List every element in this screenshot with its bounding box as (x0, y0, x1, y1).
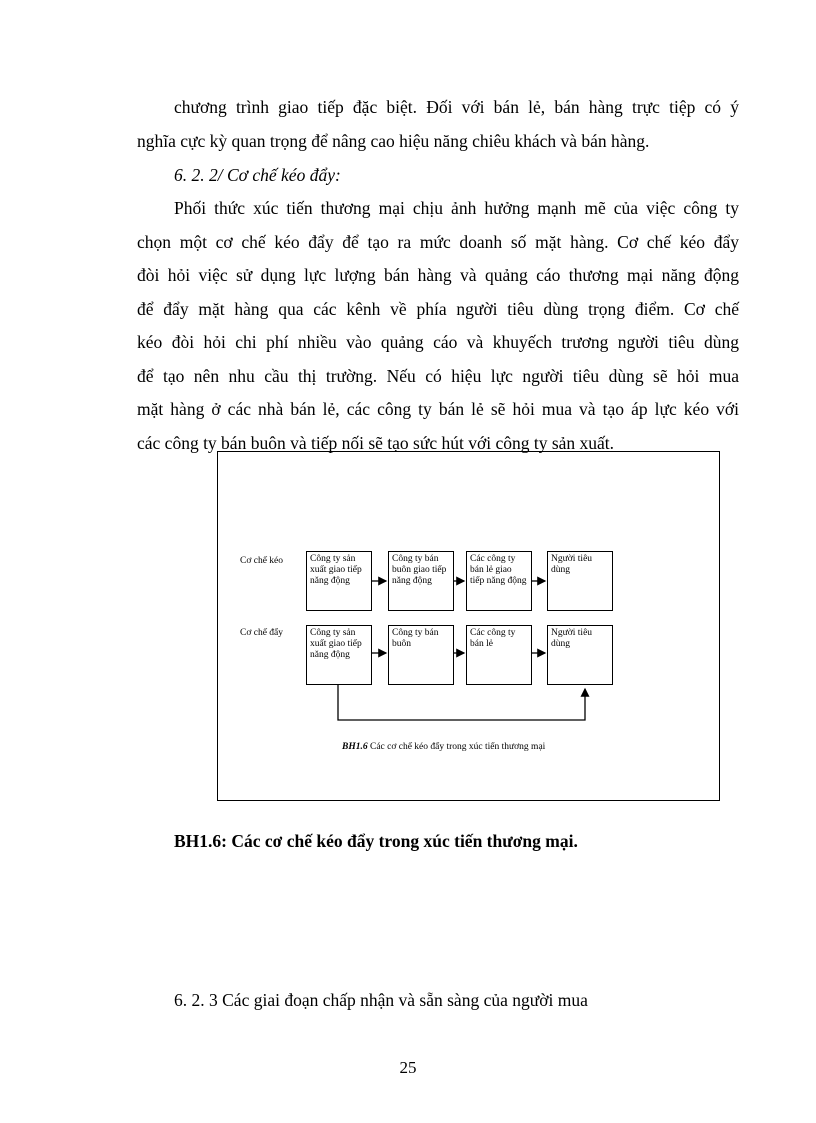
pull-box-retailer: Các công ty bán lẻ giao tiếp năng động (466, 551, 532, 611)
push-box-consumer: Người tiêu dùng (547, 625, 613, 685)
paragraph-2-line-6: để tạo nên nhu cầu thị trường. Nếu có hiệu lực người tiêu dùng sẽ hỏi mua (137, 366, 739, 386)
page-number: 25 (399, 1058, 417, 1077)
pull-row-label: Cơ chế kéo (240, 556, 284, 566)
paragraph-2-line-1: Phối thức xúc tiến thương mại chịu ảnh hưởng mạnh mẽ của việc công ty (174, 198, 739, 218)
diagram-inner-caption-text: Các cơ chế kéo đẩy trong xúc tiến thương mại (367, 742, 546, 752)
paragraph-1-line-1: chương trình giao tiếp đặc biệt. Đối với bán lẻ, bán hàng trực tiệp có ý (174, 97, 739, 117)
push-box-retailer: Các công ty bán lẻ (466, 625, 532, 685)
diagram-inner-caption-prefix: BH1.6 (342, 742, 368, 752)
paragraph-1-line-2: nghĩa cực kỳ quan trọng để nâng cao hiệu năng chiêu khách và bán hàng. (137, 131, 650, 151)
push-box-wholesaler: Công ty bán buôn (388, 625, 454, 685)
diagram-inner-caption (342, 742, 545, 752)
pull-box-manufacturer: Công ty sản xuất giao tiếp năng động (306, 551, 372, 611)
paragraph-2-line-2: chọn một cơ chế kéo đẩy để tạo ra mức doanh số mặt hàng. Cơ chế kéo đẩy (137, 232, 739, 252)
push-pull-diagram (217, 451, 720, 801)
paragraph-2-line-8: các công ty bán buôn và tiếp nối sẽ tạo sức hút với công ty sản xuất. (137, 433, 615, 453)
next-section-heading: 6. 2. 3 Các giai đoạn chấp nhận và sẵn sàng của người mua (174, 990, 588, 1010)
paragraph-2-line-7: mặt hàng ở các nhà bán lẻ, các công ty bán lẻ sẽ hỏi mua và tạo áp lực kéo với (137, 399, 739, 419)
figure-caption: BH1.6: Các cơ chế kéo đẩy trong xúc tiến thương mại. (174, 831, 578, 851)
paragraph-2-line-4: để đẩy mặt hàng qua các kênh về phía người tiêu dùng trọng điểm. Cơ chế (137, 299, 739, 319)
paragraph-2-line-3: đòi hỏi việc sử dụng lực lượng bán hàng và quảng cáo thương mại năng động (137, 265, 739, 285)
pull-box-consumer: Người tiêu dùng (547, 551, 613, 611)
push-row-label: Cơ chế đẩy (240, 628, 284, 638)
paragraph-2-line-5: kéo đòi hỏi chi phí nhiều vào quảng cáo và khuyếch trương người tiêu dùng (137, 332, 739, 352)
section-heading: 6. 2. 2/ Cơ chế kéo đẩy: (174, 165, 341, 185)
feedback-connector (338, 685, 585, 720)
push-box-manufacturer: Công ty sản xuất giao tiếp năng động (306, 625, 372, 685)
pull-box-wholesaler: Công ty bán buôn giao tiếp năng động (388, 551, 454, 611)
